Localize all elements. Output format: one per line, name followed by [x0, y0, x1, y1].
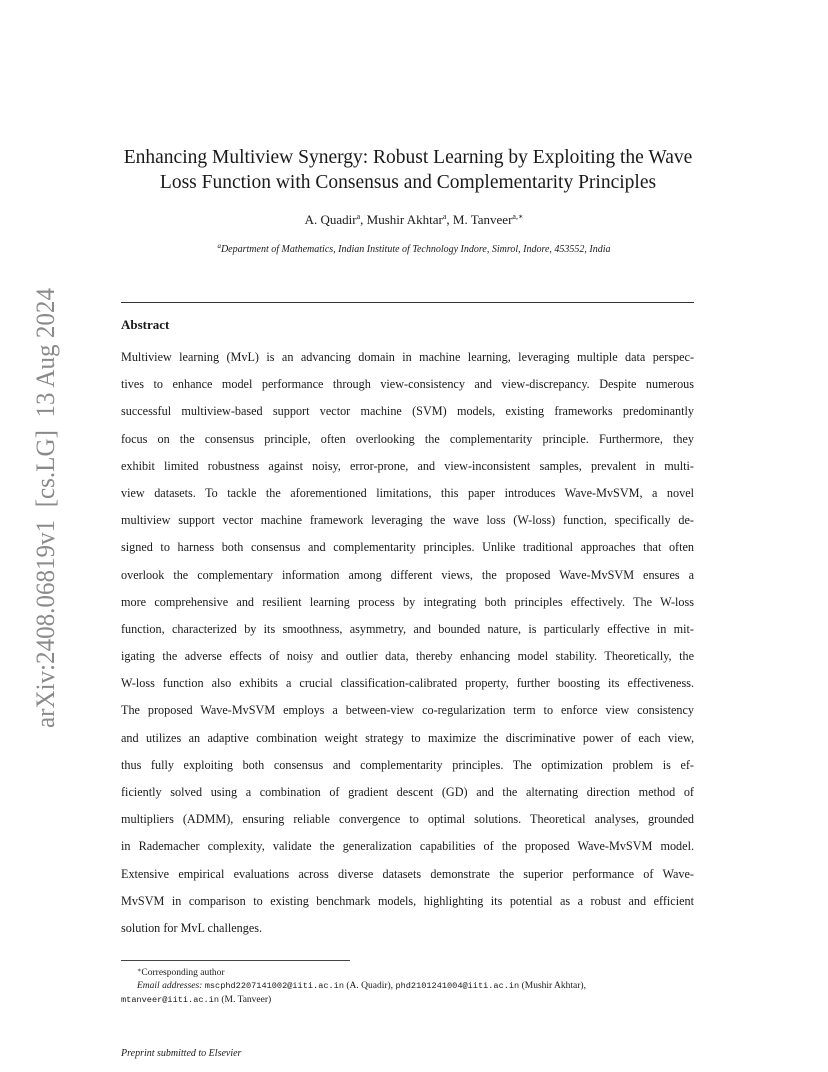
author [305, 212, 367, 227]
footnote-emails [121, 980, 701, 993]
author-separator: , [360, 212, 367, 227]
abstract-line: thus fully exploiting both consensus and complementarity principles. The optimization problem is ef- [121, 757, 694, 772]
abstract-line: view datasets. To tackle the aforementioned limitations, this paper introduces Wave-MvSVM, a novel [121, 485, 694, 500]
abstract-line: multiview support vector machine framework leveraging the wave loss (W-loss) function, specifically de- [121, 513, 694, 528]
footnote-emails-cont [121, 994, 701, 1007]
abstract-line: and utilizes an adaptive combination weight strategy to maximize the discriminative power of each view, [121, 730, 694, 745]
author-affil-mark: a [356, 212, 361, 221]
email-owner: (Mushir Akhtar), [519, 981, 586, 992]
footnote-corresponding-text: Corresponding author [141, 968, 225, 978]
arxiv-identifier: arXiv:2408.06819v1 [cs.LG] 13 Aug 2024 [31, 271, 60, 728]
footnotes [121, 964, 701, 1007]
author-name: M. Tanveer [452, 212, 513, 227]
abstract-line: function, characterized by its smoothness, asymmetry, and bounded nature, is particularly effective in mit- [121, 621, 694, 636]
email-owner: (M. Tanveer) [219, 994, 272, 1005]
header-rule [121, 302, 694, 303]
abstract-line: solution for MvL challenges. [121, 920, 263, 935]
arxiv-stamp [10, 0, 64, 1072]
abstract-line: focus on the consensus principle, often overlooking the complementarity principle. Furthermore, they [121, 431, 694, 446]
author [453, 212, 524, 227]
email-link[interactable]: phd2101241004@iiti.ac.in [395, 981, 520, 992]
abstract-text [121, 348, 694, 946]
abstract-line: in Rademacher complexity, validate the generalization capabilities of the proposed Wave-MvSVM model. [121, 839, 694, 854]
abstract-line: Extensive empirical evaluations across diverse datasets demonstrate the superior performance of Wave- [121, 866, 694, 881]
abstract-line: multipliers (ADMM), ensuring reliable convergence to optimal solutions. Theoretical analyses, grounded [121, 812, 694, 827]
email-owner: (A. Quadir), [343, 981, 396, 992]
author-name: Mushir Akhtar [366, 212, 443, 227]
abstract-line: ficiently solved using a combination of gradient descent (GD) and the alternating direction method of [121, 785, 694, 799]
abstract-line: signed to harness both consensus and complementarity principles. Unlike traditional approaches that often [121, 540, 694, 555]
email-label: Email addresses: [137, 981, 203, 992]
title-line: Loss Function with Consensus and Complementarity Principles [159, 172, 657, 193]
footnote-rule [121, 960, 350, 961]
paper-title [110, 145, 706, 195]
title-line: Enhancing Multiview Synergy: Robust Learning by Exploiting the Wave [123, 147, 693, 168]
abstract-line: W-loss function also exhibits a crucial classification-calibrated property, further boosting its effectiveness. [121, 676, 694, 691]
abstract-line: MvSVM in comparison to existing benchmark models, highlighting its potential as a robust and efficient [121, 893, 694, 908]
email-link[interactable]: mtanveer@iiti.ac.in [121, 994, 219, 1005]
author-separator: , [446, 212, 453, 227]
abstract-line: successful multiview-based support vector machine (SVM) models, existing frameworks predominantly [121, 404, 694, 419]
abstract-line: The proposed Wave-MvSVM employs a between-view co-regularization term to enforce view consistency [121, 703, 694, 718]
email-link[interactable]: mscphd2207141002@iiti.ac.in [204, 981, 344, 992]
abstract-line: igating the adverse effects of noisy and outlier data, thereby enhancing model stability. Theoretically, the [121, 649, 694, 664]
author [367, 212, 453, 227]
affiliation-text: Department of Mathematics, Indian Institute of Technology Indore, Simrol, Indore, 453552, India [220, 244, 611, 255]
author-affil-mark: a [442, 212, 447, 221]
preprint-note: Preprint submitted to Elsevier [121, 1048, 242, 1059]
author-name: A. Quadir [304, 212, 357, 227]
abstract-line: tives to enhance model performance through view-consistency and view-discrepancy. Despite numerous [121, 377, 694, 392]
abstract-line: more comprehensive and resilient learning process by integrating both principles effectively. The W-loss [121, 594, 694, 609]
affiliation [0, 242, 828, 255]
author-list [0, 212, 828, 228]
abstract-line: exhibit limited robustness against noisy, error-prone, and view-inconsistent samples, prevalent in multi- [121, 458, 694, 473]
abstract-line: Multiview learning (MvL) is an advancing domain in machine learning, leveraging multiple data perspec- [121, 350, 694, 364]
author-affil-mark: a,∗ [512, 212, 524, 221]
abstract-line: overlook the complementary information among different views, the proposed Wave-MvSVM ensures a [121, 567, 694, 582]
footnote-mark: ∗ [137, 967, 142, 974]
affiliation-mark: a [217, 242, 221, 250]
abstract-heading: Abstract [121, 317, 170, 332]
footnote-corresponding [121, 964, 701, 980]
